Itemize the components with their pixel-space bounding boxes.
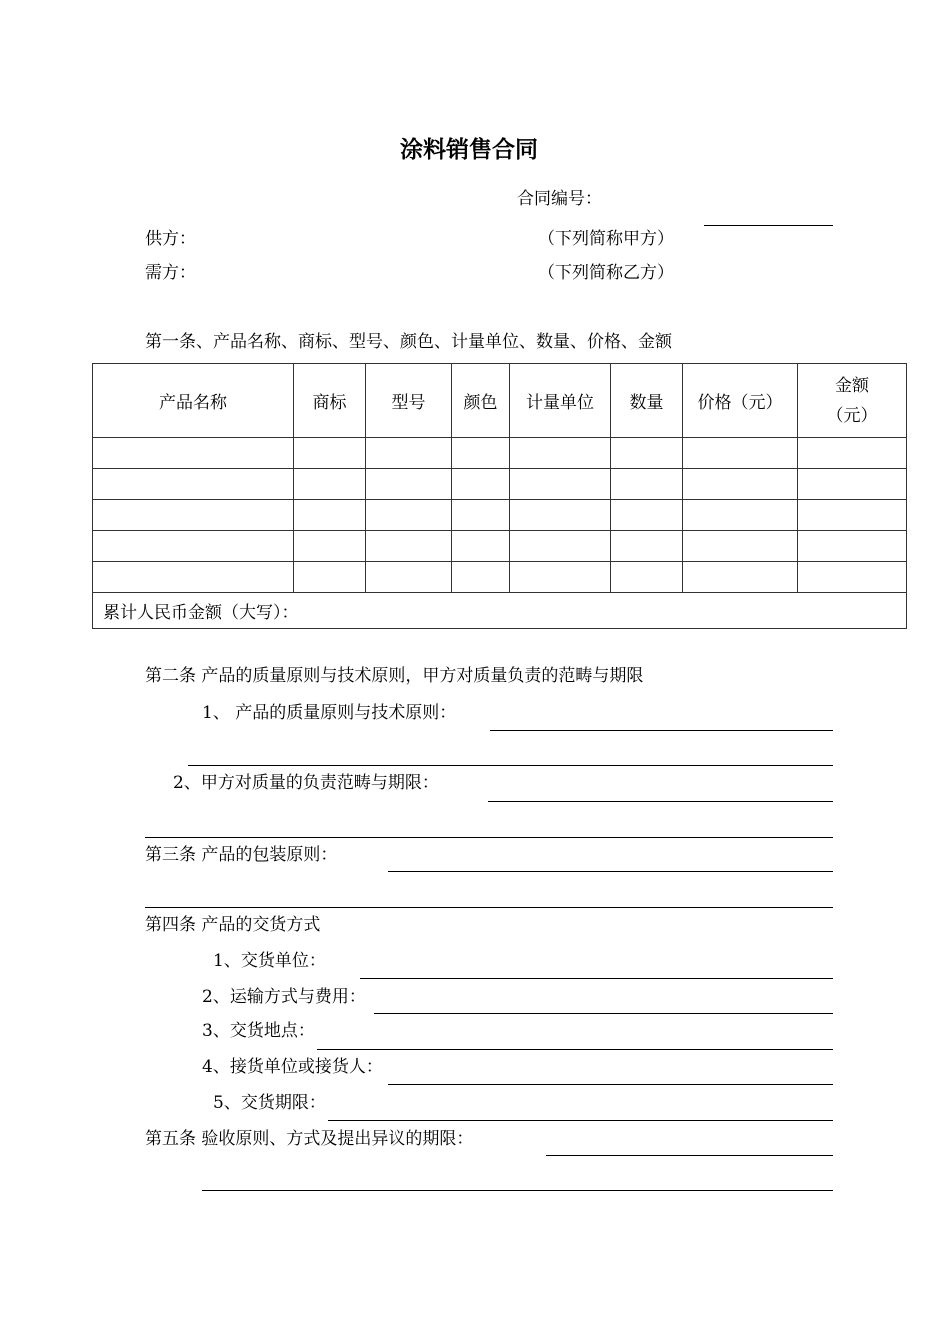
supplier-label: 供方： <box>145 229 196 249</box>
table-cell[interactable] <box>611 500 683 531</box>
table-cell[interactable] <box>452 438 510 469</box>
article-3-heading: 第三条 产品的包装原则： <box>145 845 338 865</box>
transport-label: 2、运输方式与费用： <box>202 987 366 1007</box>
table-cell[interactable] <box>93 469 294 500</box>
article-3-field[interactable] <box>388 871 833 872</box>
receiver-label: 4、接货单位或接货人： <box>202 1057 383 1077</box>
table-row <box>93 562 907 593</box>
article-5-field-cont[interactable] <box>202 1190 833 1191</box>
table-cell[interactable] <box>798 562 907 593</box>
table-cell[interactable] <box>611 531 683 562</box>
table-cell[interactable] <box>611 562 683 593</box>
table-cell[interactable] <box>798 500 907 531</box>
table-cell[interactable] <box>93 531 294 562</box>
header-amount-line1: 金额 <box>835 375 869 396</box>
table-cell[interactable] <box>452 531 510 562</box>
header-amount-line2: （元） <box>826 405 878 426</box>
table-cell[interactable] <box>510 562 611 593</box>
table-cell[interactable] <box>294 562 366 593</box>
table-cell[interactable] <box>510 469 611 500</box>
table-cell[interactable] <box>683 438 798 469</box>
article-2-item-1: 1、 产品的质量原则与技术原则： <box>202 703 457 723</box>
table-cell[interactable] <box>683 469 798 500</box>
table-cell[interactable] <box>366 438 452 469</box>
article-2-item-2-field-cont[interactable] <box>145 837 833 838</box>
table-cell[interactable] <box>611 438 683 469</box>
receiver-field[interactable] <box>388 1084 833 1085</box>
table-cell[interactable] <box>294 438 366 469</box>
header-product-name: 产品名称 <box>93 364 294 438</box>
table-cell[interactable] <box>366 469 452 500</box>
header-color: 颜色 <box>452 364 510 438</box>
table-cell[interactable] <box>452 469 510 500</box>
header-quantity: 数量 <box>611 364 683 438</box>
article-3-field-cont[interactable] <box>145 907 833 908</box>
delivery-location-field[interactable] <box>317 1049 833 1050</box>
table-header-row <box>93 364 907 438</box>
table-cell[interactable] <box>366 531 452 562</box>
table-cell[interactable] <box>510 438 611 469</box>
delivery-deadline-field[interactable] <box>328 1120 833 1121</box>
table-cell[interactable] <box>683 531 798 562</box>
article-5-heading: 第五条 验收原则、方式及提出异议的期限： <box>145 1129 474 1149</box>
table-row <box>93 438 907 469</box>
table-row <box>93 531 907 562</box>
contract-number-field[interactable] <box>704 225 833 226</box>
table-cell[interactable] <box>510 531 611 562</box>
table-cell[interactable] <box>798 469 907 500</box>
buyer-label: 需方： <box>145 263 196 283</box>
table-cell[interactable] <box>93 438 294 469</box>
article-2-item-2-field[interactable] <box>488 801 833 802</box>
table-cell[interactable] <box>294 531 366 562</box>
table-cell[interactable] <box>93 562 294 593</box>
buyer-note: （下列简称乙方） <box>538 263 674 283</box>
article-4-heading: 第四条 产品的交货方式 <box>145 915 321 935</box>
table-cell[interactable] <box>798 438 907 469</box>
table-row <box>93 500 907 531</box>
header-amount <box>798 364 907 438</box>
delivery-deadline-label: 5、交货期限： <box>213 1093 326 1113</box>
table-cell[interactable] <box>93 500 294 531</box>
article-2-item-2: 2、甲方对质量的负责范畴与期限： <box>173 773 439 793</box>
header-model: 型号 <box>366 364 452 438</box>
delivery-unit-field[interactable] <box>360 978 833 979</box>
table-cell[interactable] <box>510 500 611 531</box>
table-row <box>93 469 907 500</box>
supplier-note: （下列简称甲方） <box>538 229 674 249</box>
header-price: 价格（元） <box>683 364 798 438</box>
article-5-field[interactable] <box>546 1155 833 1156</box>
article-1-heading: 第一条、产品名称、商标、型号、颜色、计量单位、数量、价格、金额 <box>145 332 672 352</box>
table-cell[interactable] <box>683 562 798 593</box>
article-2-heading: 第二条 产品的质量原则与技术原则，甲方对质量负责的范畴与期限 <box>145 666 644 686</box>
article-2-item-1-field[interactable] <box>490 730 833 731</box>
table-cell[interactable] <box>683 500 798 531</box>
total-amount-label[interactable]: 累计人民币金额（大写）： <box>93 593 907 629</box>
header-trademark: 商标 <box>294 364 366 438</box>
product-table <box>92 363 907 629</box>
table-cell[interactable] <box>452 500 510 531</box>
table-cell[interactable] <box>798 531 907 562</box>
transport-field[interactable] <box>374 1013 833 1014</box>
total-row <box>93 593 907 629</box>
delivery-location-label: 3、交货地点： <box>202 1021 315 1041</box>
table-cell[interactable] <box>366 500 452 531</box>
table-cell[interactable] <box>611 469 683 500</box>
contract-number-label: 合同编号： <box>517 189 602 209</box>
delivery-unit-label: 1、交货单位： <box>213 951 326 971</box>
table-cell[interactable] <box>366 562 452 593</box>
table-cell[interactable] <box>294 500 366 531</box>
article-2-item-1-field-cont[interactable] <box>188 765 833 766</box>
document-title: 涂料销售合同 <box>400 137 538 163</box>
table-cell[interactable] <box>294 469 366 500</box>
table-cell[interactable] <box>452 562 510 593</box>
header-unit: 计量单位 <box>510 364 611 438</box>
